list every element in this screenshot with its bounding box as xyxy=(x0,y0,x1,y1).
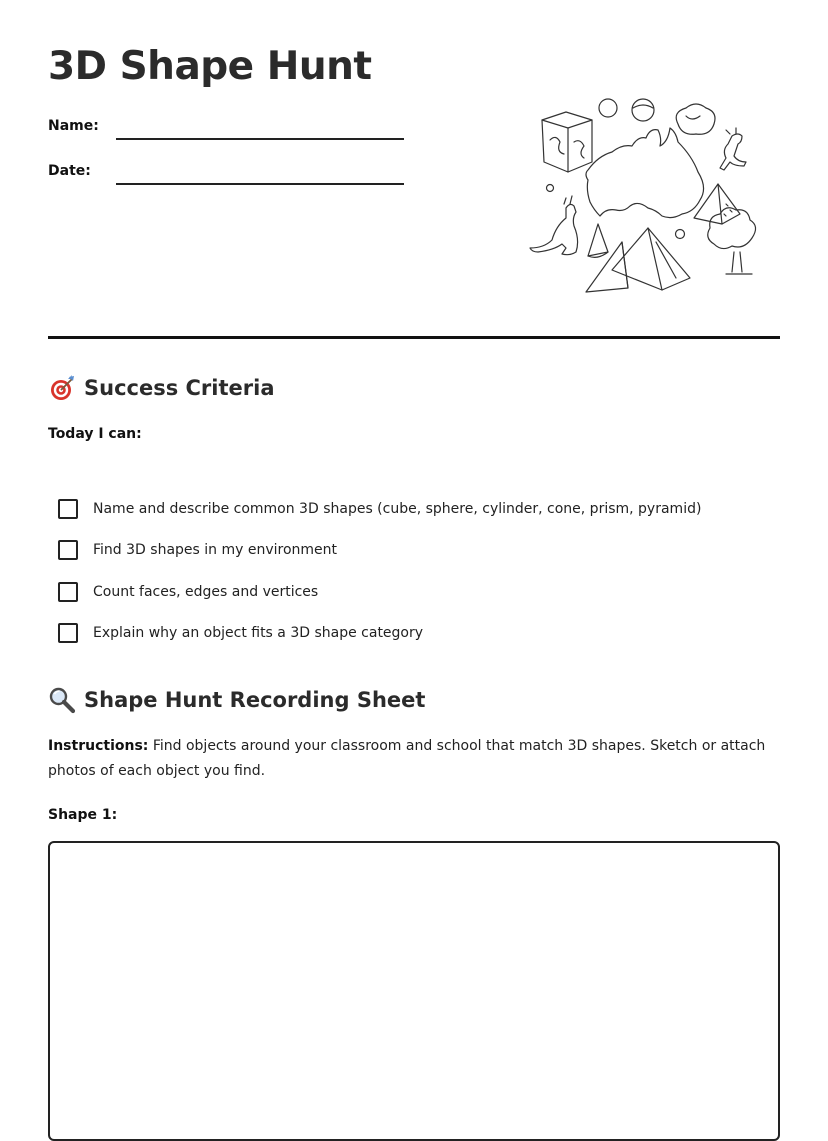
shape-1-sketch-area[interactable] xyxy=(48,841,780,1141)
magnifying-glass-icon xyxy=(48,686,76,714)
cone-drawing xyxy=(588,224,608,257)
date-label: Date: xyxy=(48,163,91,179)
date-field[interactable] xyxy=(48,163,408,193)
pyramid-drawing xyxy=(694,184,740,224)
bowl-drawing xyxy=(632,99,654,121)
criteria-checkbox-1[interactable] xyxy=(58,499,78,519)
today-i-can-label: Today I can: xyxy=(48,426,142,442)
date-line[interactable] xyxy=(116,183,404,185)
instructions-body: Find objects around your classroom and school that match 3D shapes. Sketch or attach photos of each object you find. xyxy=(48,738,766,779)
instructions-text xyxy=(48,734,768,784)
success-criteria-heading xyxy=(48,374,275,402)
kangaroo-drawing xyxy=(530,196,578,255)
shape-1-label: Shape 1: xyxy=(48,807,118,823)
worksheet-page xyxy=(48,0,780,1118)
kangaroo-jumping-drawing xyxy=(720,128,746,170)
list-item xyxy=(58,613,778,655)
cube-drawing xyxy=(542,112,592,172)
success-criteria-list xyxy=(58,488,778,654)
target-icon xyxy=(48,374,76,402)
marble-drawing xyxy=(676,230,685,239)
criteria-checkbox-4[interactable] xyxy=(58,623,78,643)
shapes-and-australia-illustration xyxy=(526,92,760,300)
name-line[interactable] xyxy=(116,138,404,140)
tree-drawing xyxy=(708,208,756,274)
criteria-text: Name and describe common 3D shapes (cube, sphere, cylinder, cone, prism, pyramid) xyxy=(93,500,702,517)
recording-sheet-heading xyxy=(48,686,425,714)
instructions-label: Instructions: xyxy=(48,738,149,754)
criteria-checkbox-3[interactable] xyxy=(58,582,78,602)
criteria-text: Count faces, edges and vertices xyxy=(93,583,319,600)
list-item xyxy=(58,488,778,530)
name-field[interactable] xyxy=(48,118,408,148)
success-criteria-title: Success Criteria xyxy=(84,376,275,400)
list-item xyxy=(58,530,778,572)
list-item xyxy=(58,571,778,613)
rock-drawing xyxy=(676,104,715,134)
header-divider xyxy=(48,336,780,339)
australia-map-drawing xyxy=(586,128,704,218)
large-pyramids-drawing xyxy=(586,228,690,292)
small-ball-drawing xyxy=(547,185,554,192)
sphere-drawing xyxy=(599,99,617,117)
criteria-text: Find 3D shapes in my environment xyxy=(93,542,338,559)
criteria-text: Explain why an object fits a 3D shape category xyxy=(93,625,424,642)
criteria-checkbox-2[interactable] xyxy=(58,540,78,560)
recording-sheet-title: Shape Hunt Recording Sheet xyxy=(84,688,426,712)
page-title: 3D Shape Hunt xyxy=(48,44,372,89)
name-label: Name: xyxy=(48,118,99,134)
